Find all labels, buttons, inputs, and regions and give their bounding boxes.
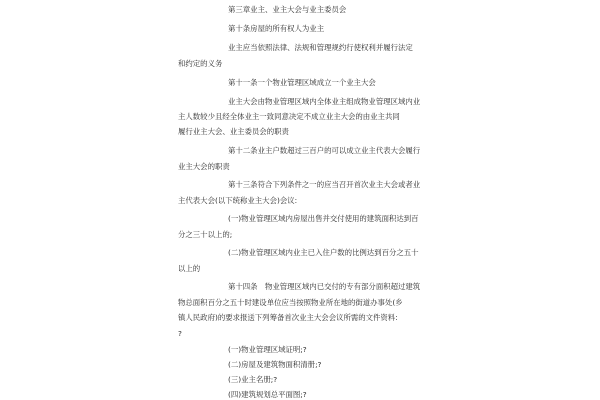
article-11-title: 第十一条一个物业管理区域成立一个业主大会 (228, 78, 376, 87)
article-13-item-line: (一)物业管理区域内房屋出售并交付使用的建筑面积达到百 (228, 214, 419, 223)
article-14-body-line: 镇人民政府)的要求报送下列筹备首次业主大会会议所需的文件资料: (178, 313, 398, 322)
article-14-body-line: ? (178, 329, 182, 338)
article-13-body-line: 主代表大会(以下统称业主大会)会议: (178, 196, 298, 205)
article-14-item-line: (二)房屋及建筑物面积清册;? (228, 360, 322, 369)
article-11-body-line: 履行业主大会、业主委员会的职责 (178, 127, 289, 136)
article-14-body-line: 物总面积百分之五十时建设单位应当按照物业所在地的街道办事处(乡 (178, 298, 403, 307)
article-14-item-line: (四)建筑规划总平面图;? (228, 390, 307, 399)
article-10-title: 第十条房屋的所有权人为业主 (228, 24, 325, 33)
article-10-body-line: 和约定的义务 (178, 59, 223, 68)
article-13-item-line: (二)物业管理区域内业主已入住户数的比例达到百分之五十 (228, 248, 419, 257)
chapter-title: 第三章业主、业主大会与业主委员会 (228, 5, 347, 14)
article-11-body-line: 主人数较少且经全体业主一致同意决定不成立业主大会的由业主共同 (178, 112, 400, 121)
article-11-body-line: 业主大会由物业管理区域内全体业主组成物业管理区域内业 (228, 97, 421, 106)
article-12-body-line: 第十二条业主户数超过三百户的可以成立业主代表大会履行 (228, 146, 421, 155)
article-12-body-line: 业主大会的职责 (178, 162, 230, 171)
article-13-item-line: 分之三十以上的; (178, 230, 233, 239)
article-13-item-line: 以上的 (178, 264, 201, 273)
article-14-item-line: (三)业主名册;? (228, 375, 278, 384)
article-10-body-line: 业主应当依照法律、法规和管理规约行使权利并履行法定 (228, 43, 413, 52)
article-14-body-line: 第十四条 物业管理区域内已交付的专有部分面积超过建筑 (228, 282, 421, 291)
article-13-body-line: 第十三条符合下列条件之一的应当召开首次业主大会或者业 (228, 180, 421, 189)
article-14-item-line: (一)物业管理区域证明;? (228, 345, 307, 354)
